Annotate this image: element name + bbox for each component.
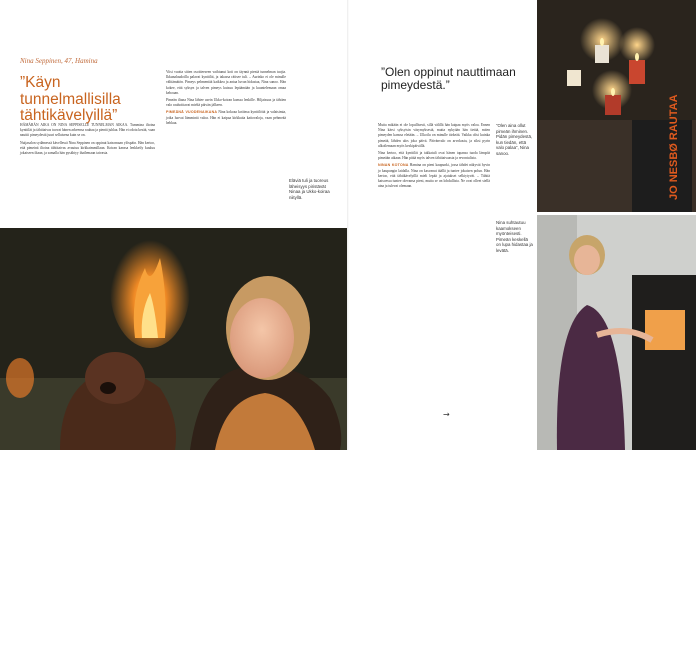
page-gutter [347, 0, 349, 450]
book [632, 120, 692, 212]
text-column-1 [20, 123, 155, 158]
candles-illustration [537, 0, 696, 212]
photo-caption-stove: Nina suhtautuu kaamokseen myönteisesti. Pimeän keskellä on lupa hidastaa ja levätä. [496, 220, 533, 253]
column-3-body-b: Nina kertoo, että kynttilät ja takkatuli ovat hänen tapansa tuoda lämpöä pimeään aikaan. Hän pitää myös talven tähtitaivaasta ja revontulista. [378, 151, 490, 161]
stove-fire [645, 310, 685, 350]
book-title: JO NESBØ RAUTAA [668, 94, 680, 200]
byline: Nina Seppinen, 47, Hamina [20, 57, 98, 65]
continue-arrow: → [443, 410, 450, 419]
woman-face [574, 245, 600, 275]
column-3-body-c: Hamina on pieni kaupunki, jossa tähdet näkyvät hyvin jo kaupungin laidalla. Nina on kasvanut täällä ja tuntee jokaisen polun. Hän kertoo, että tähtikävelyillä mieli lepää ja ajatukset selkiytyvät. – Tähtiä katsoessa tuntee olevansa pieni, mutta se on lohdullista. Ne ovat olleet siellä aina ja tulevat olemaan. [378, 163, 490, 189]
column-3-body: Mutta mikään ei ole lopullisesti, sillä välillä hän kaipaa myös valoa. Ennen Nina kärsi syksyisin väsymyksestä, mutta nykyään hän tietää, miten pimeyden kanssa eletään. – Ulkoilu on minulle tärkeää. Vaikka olisi kuinka pimeää, lähden ulos joka päivä. Päivänvalo on arvokasta, ja siksi pyrin ulkoilemaan myös keskipäivällä. [378, 123, 490, 148]
candle [567, 70, 581, 86]
photo-stove [537, 215, 696, 450]
subheading-home: NINAN KOTONA [378, 163, 409, 168]
subheading-dark-season: PIMEÄNÄ VUODENAIKANA [166, 110, 218, 115]
pull-quote: ”Olen oppinut nauttimaan pimeydestä.” [381, 65, 516, 92]
stove [632, 275, 696, 450]
text-column-3 [378, 123, 490, 191]
column-2-body-b: Pimeän iltana Nina lähtee usein Ukko-koiran kanssa lenkille. Hiljaisuus ja tähtien valo rauhoittavat mieltä päivän jälkeen. [166, 98, 286, 108]
column-1-body: Nuijasalon sydämessä kävellessä Nina Seppinen on oppinut katsomaan ylöspäin. Hän kertoo, että pimeinä iltoina tähtitaivas avautuu kirkkaimmillaan. Koiran kanssa lenkkeily kuuluu jokaiseen iltaan, ja samalla hän pysähtyy ihailemaan taivasta. [20, 140, 155, 156]
photo-woman-with-dog [0, 228, 347, 669]
photo-illustration [0, 228, 347, 450]
page-folio: 18 HYVÄ TERVEYS 11/2024 [14, 664, 83, 669]
column-2-body-c: Nina kokoaa kotiinsa kynttilöitä ja valaisimia, jotka luovat lämmintä valoa. Hän ei kaipaa kirkkaita kattovaloja, vaan pehmeää hehkua. [166, 110, 286, 125]
intro-text: HÄMÄRÄN AIKA ON NINA SEPPISELLE TUNNELMAN AIKAA. Tummina iltoina kynttilät ja tähtitaivas tuovat hänen arkeensa rauhaa ja pientä juhlaa. Hän ei odota kesää, vaan nauttii pimeydestä juuri sellaisena kuin se on. [20, 123, 155, 138]
stove-illustration [537, 215, 696, 450]
woman-face [230, 298, 294, 378]
column-2-body: Viisi vuotta sitten osoitteeseen vaihtunut koti on täynnä pieniä tunnelman tuojia. Ikkunalaudoilla palavat kynttilät, ja takassa rätisee tuli. – Aurinko ei ole minulle välttämätön. Pimeys pehmentää kaikkea ja antaa luvan hidastaa, Nina sanoo. Hän kokee, että syksyn ja talven pimeys kutsuu lepäämään ja kuuntelemaan omaa kehoaan. [166, 70, 286, 95]
photo-caption-main: Eläviä tuli ja tuoreus läheisyys piristävät Ninaa ja Ukko-koiraa niityllä. [289, 178, 330, 200]
text-column-2 [166, 70, 286, 128]
candle [629, 60, 645, 84]
candle [605, 95, 621, 115]
photo-candles [537, 0, 696, 212]
headline: ”Käyn tunnelmallisilla tähtikävelyillä” [20, 74, 121, 124]
photo-caption-candles: ”Olen aina ollut pimeän ihminen. Pidän pimeydestä, kun tiedän, että valo palaa”, Nina sanoo. [496, 123, 533, 156]
candle [595, 45, 609, 63]
